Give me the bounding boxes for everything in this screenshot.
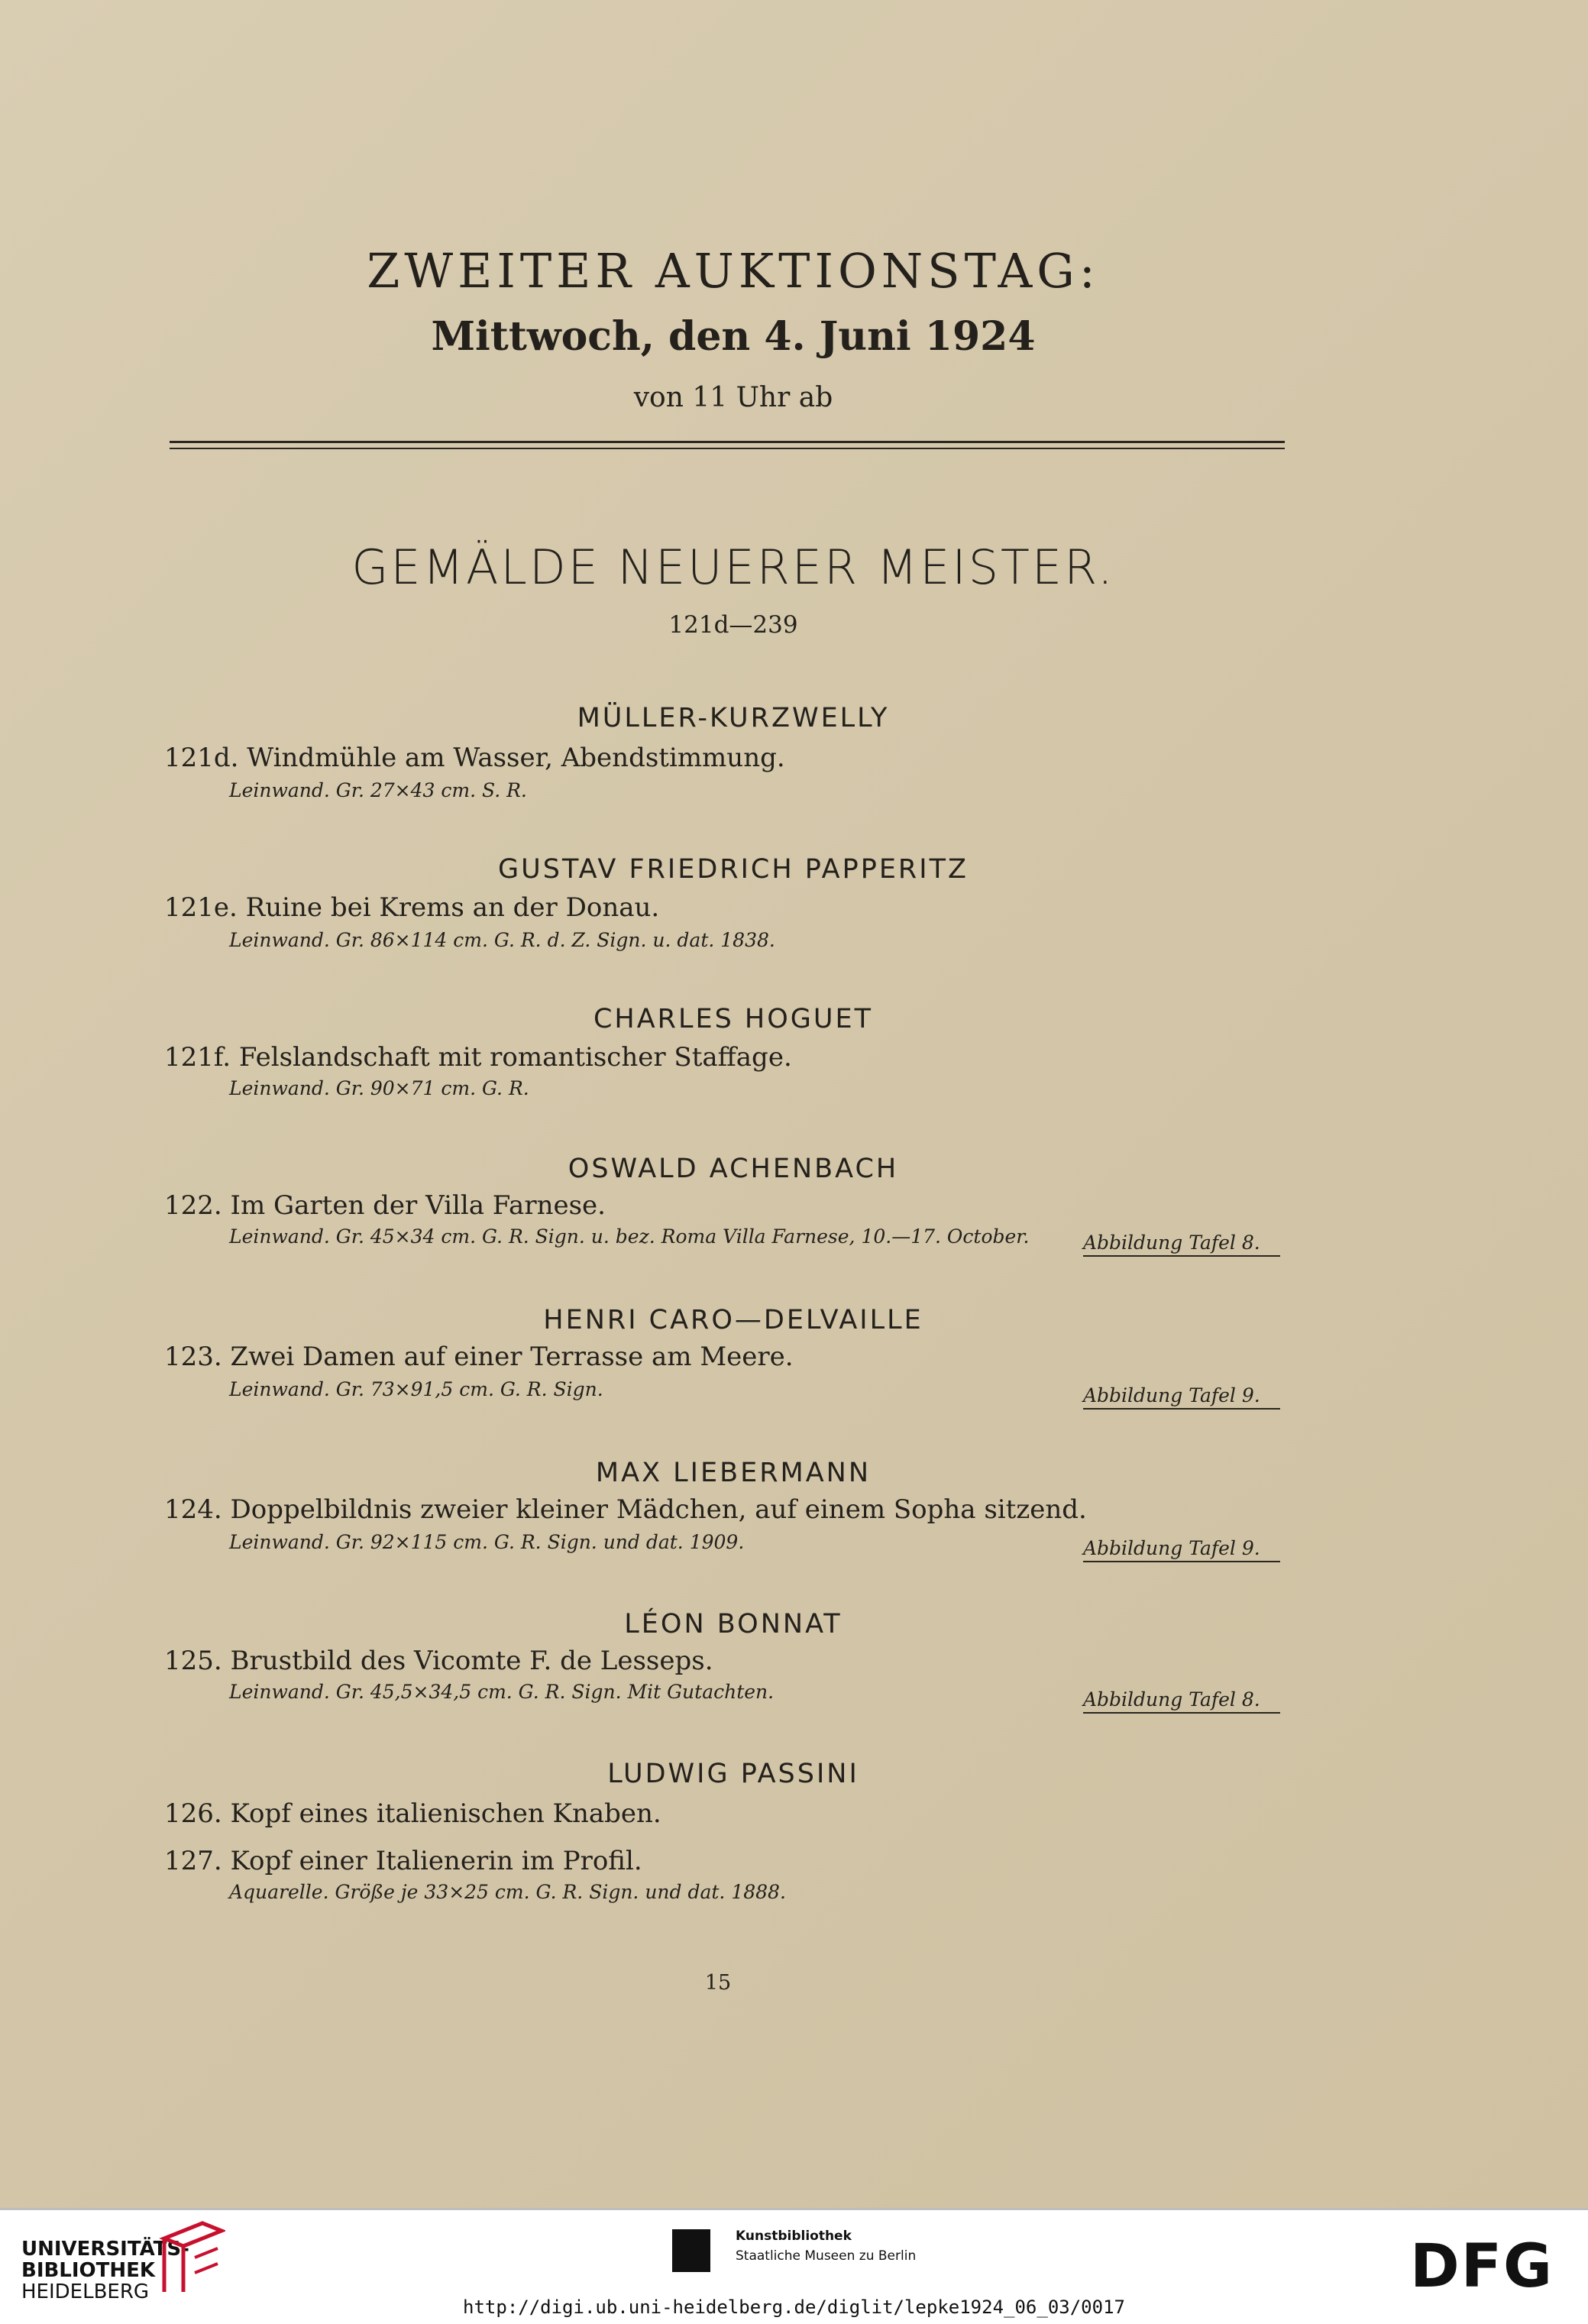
lot-title: Felslandschaft mit romantischer Staffage. xyxy=(238,1042,792,1073)
lot-number: 127. xyxy=(164,1846,222,1876)
university-logo-mark-icon xyxy=(157,2219,225,2296)
lot-details: Aquarelle. Größe je 33×25 cm. G. R. Sign. und dat. 1888. xyxy=(229,1881,786,1903)
dfg-logo[interactable]: DFG xyxy=(1410,2232,1554,2301)
lot-title: Ruine bei Krems an der Donau. xyxy=(245,892,660,923)
artist-name: CHARLES HOGUET xyxy=(593,1004,874,1034)
lot-line xyxy=(164,1190,606,1221)
lot-number: 121e. xyxy=(164,892,238,923)
kb-sub: Staatliche Museen zu Berlin xyxy=(736,2248,917,2264)
section-range: 121d—239 xyxy=(668,611,798,639)
header-rule xyxy=(170,448,1285,449)
lot-number: 122. xyxy=(164,1190,222,1221)
lot-title: Doppelbildnis zweier kleiner Mädchen, auf einem Sopha sitzend. xyxy=(230,1494,1087,1525)
lot-details: Leinwand. Gr. 73×91,5 cm. G. R. Sign. xyxy=(229,1378,603,1400)
lot-number: 123. xyxy=(164,1342,222,1372)
page-number: 15 xyxy=(704,1971,732,1995)
lot-details: Leinwand. Gr. 86×114 cm. G. R. d. Z. Sign. u. dat. 1838. xyxy=(229,929,775,951)
kunstbibliothek-logo[interactable] xyxy=(736,2226,916,2266)
logo-line: BIBLIOTHEK xyxy=(21,2259,156,2282)
lot-number: 121f. xyxy=(164,1042,231,1073)
artist-name: HENRI CARO—DELVAILLE xyxy=(543,1305,923,1335)
lot-line xyxy=(164,1494,1087,1525)
illustration-reference: Abbildung Tafel 9. xyxy=(1083,1384,1280,1410)
lot-title: Kopf einer Italienerin im Profil. xyxy=(230,1846,642,1876)
auction-day-title: ZWEITER AUKTIONSTAG: xyxy=(367,243,1100,299)
lot-number: 126. xyxy=(164,1798,222,1829)
lot-title: Im Garten der Villa Farnese. xyxy=(230,1190,606,1221)
lot-details: Leinwand. Gr. 45,5×34,5 cm. G. R. Sign. Mit Gutachten. xyxy=(229,1681,775,1703)
lot-line xyxy=(164,1342,794,1372)
auction-date: Mittwoch, den 4. Juni 1924 xyxy=(431,313,1036,360)
lot-title: Zwei Damen auf einer Terrasse am Meere. xyxy=(230,1342,794,1372)
artist-name: OSWALD ACHENBACH xyxy=(568,1154,899,1184)
lot-details: Leinwand. Gr. 45×34 cm. G. R. Sign. u. bez. Roma Villa Farnese, 10.—17. October. xyxy=(229,1225,1030,1248)
lot-details: Leinwand. Gr. 92×115 cm. G. R. Sign. und dat. 1909. xyxy=(229,1531,745,1553)
kb-name: Kunstbibliothek xyxy=(736,2229,852,2244)
lot-number: 121d. xyxy=(164,743,239,773)
lot-title: Brustbild des Vicomte F. de Lesseps. xyxy=(230,1646,713,1676)
logo-line: UNIVERSITÄTS- xyxy=(21,2238,189,2261)
artist-name: LÉON BONNAT xyxy=(624,1609,843,1639)
artist-name: LUDWIG PASSINI xyxy=(607,1759,859,1789)
lot-number: 124. xyxy=(164,1494,222,1525)
lot-title: Kopf eines italienischen Knaben. xyxy=(230,1798,661,1829)
logo-line: HEIDELBERG xyxy=(21,2280,150,2303)
auction-time: von 11 Uhr ab xyxy=(633,382,833,413)
kunstbibliothek-logo-icon xyxy=(672,2229,710,2272)
artist-name: GUSTAV FRIEDRICH PAPPERITZ xyxy=(498,854,969,885)
lot-number: 125. xyxy=(164,1646,222,1676)
header-rule xyxy=(170,441,1285,443)
lot-line xyxy=(164,1646,713,1676)
illustration-reference: Abbildung Tafel 8. xyxy=(1083,1688,1280,1714)
lot-line xyxy=(164,743,785,773)
lot-line xyxy=(164,1798,661,1829)
illustration-reference: Abbildung Tafel 9. xyxy=(1083,1537,1280,1562)
lot-line xyxy=(164,1042,792,1073)
footer-divider xyxy=(0,2208,1588,2210)
illustration-reference: Abbildung Tafel 8. xyxy=(1083,1232,1280,1257)
artist-name: MÜLLER-KURZWELLY xyxy=(577,703,890,733)
lot-line xyxy=(164,1846,642,1876)
lot-details: Leinwand. Gr. 27×43 cm. S. R. xyxy=(229,779,527,801)
lot-details: Leinwand. Gr. 90×71 cm. G. R. xyxy=(229,1077,529,1099)
lot-line xyxy=(164,892,659,923)
section-title: GEMÄLDE NEUERER MEISTER. xyxy=(351,539,1115,595)
permalink-url[interactable]: http://digi.ub.uni-heidelberg.de/diglit/lepke1924_06_03/0017 xyxy=(463,2296,1125,2318)
artist-name: MAX LIEBERMANN xyxy=(595,1458,872,1488)
lot-title: Windmühle am Wasser, Abendstimmung. xyxy=(247,743,785,773)
